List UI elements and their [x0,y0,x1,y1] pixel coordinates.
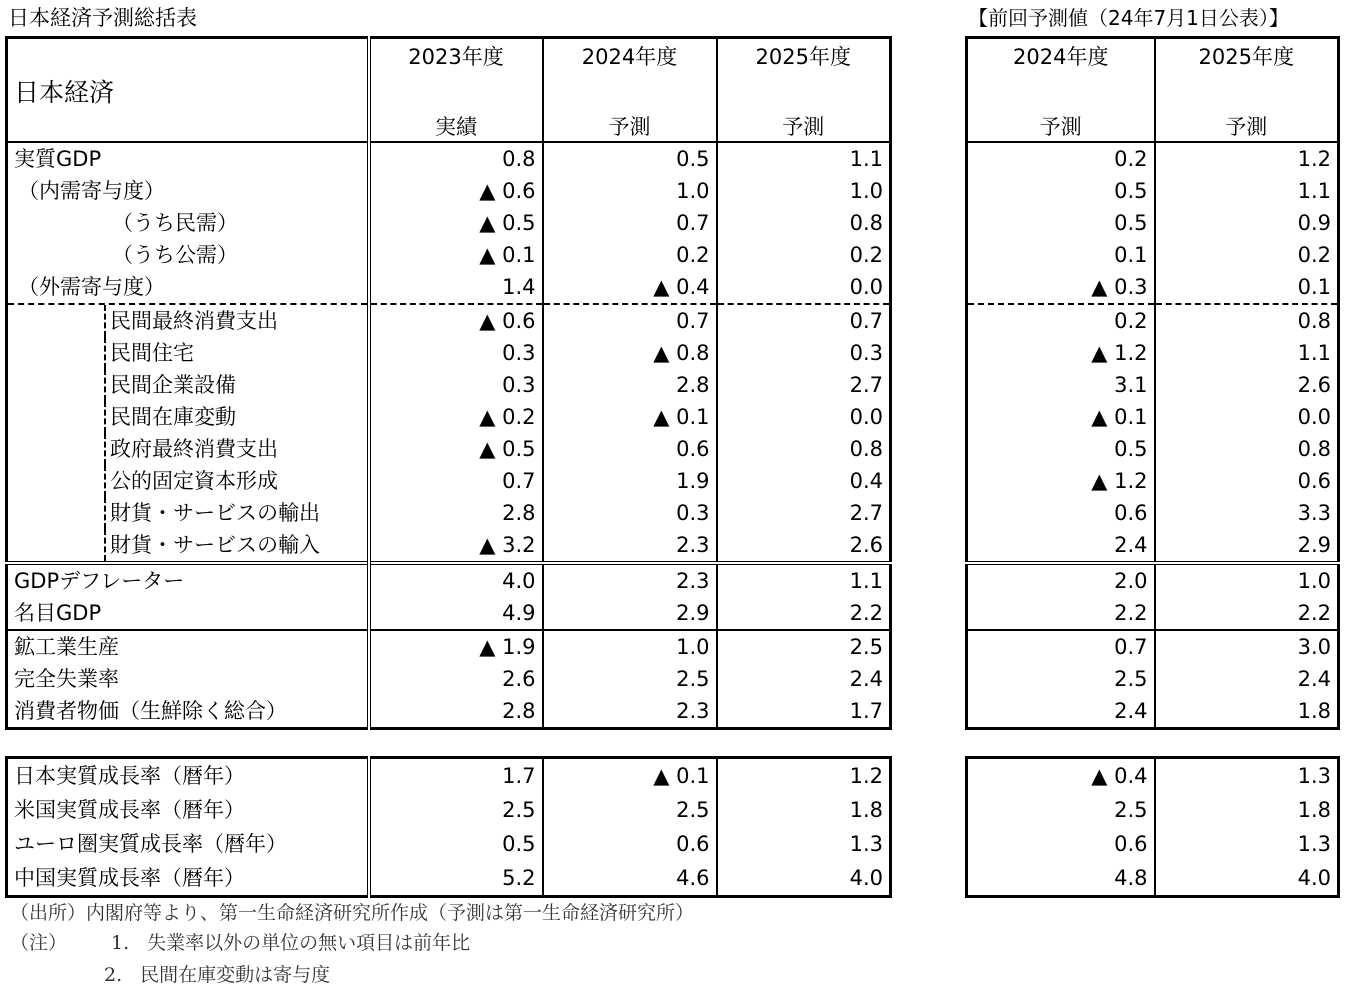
row-label: 名目GDP [14,601,102,625]
value-cell: 2.3 [543,563,717,597]
table-row [7,304,891,337]
table-row [967,304,1339,337]
growth-prev-value-cell: 4.0 [1297,866,1331,890]
table-row [7,175,891,207]
growth-prev-value-cell: 0.6 [967,827,1155,861]
table-row [967,369,1339,401]
value-cell: 2.8 [369,695,543,729]
growth-value-cell: 2.5 [543,793,717,827]
value-cell: 2.6 [369,663,543,695]
value-cell: 2.8 [369,497,543,529]
growth-prev-value-cell: 1.3 [1297,832,1331,856]
prev-value-cell: 0.1 [967,239,1155,271]
growth-value-cell: 1.2 [849,764,883,788]
table-row [7,695,891,729]
row-label: （外需寄与度） [18,275,165,299]
header-kind: 実績 [369,73,543,142]
growth-row [7,827,891,861]
header-year: 2025年度 [755,45,851,69]
value-cell: ▲ 0.1 [543,401,717,433]
value-cell: 1.1 [717,563,891,597]
table-row [967,663,1339,695]
prev-value-cell: 0.5 [967,175,1155,207]
prev-value-cell: 0.6 [1297,469,1331,493]
row-label-cell [7,207,369,239]
table-row [967,337,1339,369]
prev-value-cell: 2.4 [967,695,1155,729]
growth-prev-value-cell: 2.5 [967,793,1155,827]
prev-value-cell: 0.8 [1155,304,1339,337]
header-kind: 予測 [782,115,825,139]
value-cell: 0.3 [543,497,717,529]
growth-label: 日本実質成長率（暦年） [7,758,369,794]
note-1-number: 1. [111,932,130,954]
growth-prev-value-cell: 1.8 [1297,798,1331,822]
row-label: GDPデフレーター [14,569,185,593]
row-label: 財貨・サービスの輸出 [104,497,320,529]
table-row [7,497,891,529]
prev-value-cell: 0.2 [967,304,1155,337]
row-label: 完全失業率 [14,667,119,691]
prev-value-cell: 2.5 [967,663,1155,695]
row-label-cell [7,142,369,175]
row-label-cell [7,271,369,304]
row-label: 民間住宅 [104,337,194,369]
value-cell: ▲ 0.8 [543,337,717,369]
table-row [967,563,1339,597]
forecast-table [5,36,892,730]
row-label-cell [7,401,369,433]
value-cell: 2.4 [849,667,883,691]
row-label-cell [7,369,369,401]
value-cell: 1.9 [543,465,717,497]
growth-value-cell: 0.5 [369,827,543,861]
row-label: （内需寄与度） [18,179,165,203]
prev-value-cell: 0.2 [967,142,1155,175]
note-1-line [10,928,470,955]
row-label-cell [7,563,369,597]
value-cell: 0.8 [369,142,543,175]
value-cell: 0.7 [369,465,543,497]
header-label: 日本経済 [14,78,115,107]
table-row [967,433,1339,465]
value-cell: ▲ 1.9 [369,630,543,663]
header-label-cell [7,38,369,143]
header-year: 2024年度 [543,38,717,74]
source-note: （出所）内閣府等より、第一生命経済研究所作成（予測は第一生命経済研究所） [10,902,695,924]
table-row [967,271,1339,304]
row-label-cell [7,630,369,663]
table-row [967,630,1339,663]
row-label: 公的固定資本形成 [104,465,278,497]
prev-value-cell: 0.5 [967,207,1155,239]
value-cell: 1.0 [543,630,717,663]
table-row [7,563,891,597]
prev-value-cell: 0.8 [1297,437,1331,461]
table-row [7,337,891,369]
prev-value-cell: 0.1 [1297,275,1331,299]
value-cell: 1.0 [849,179,883,203]
prev-value-cell: 2.9 [1297,533,1331,557]
value-cell: 0.5 [543,142,717,175]
value-cell: 0.2 [849,243,883,267]
prev-value-cell: 0.2 [1297,243,1331,267]
header-kind: 予測 [543,73,717,142]
table-row [967,497,1339,529]
table-row [967,401,1339,433]
growth-row [7,861,891,897]
growth-value-cell: ▲ 0.1 [543,758,717,794]
row-label: 民間企業設備 [104,369,236,401]
growth-value-cell: 1.8 [849,798,883,822]
prev-value-cell: 2.6 [1297,373,1331,397]
growth-value-cell: 1.7 [369,758,543,794]
prev-value-cell: 2.4 [1297,667,1331,691]
value-cell: 2.5 [717,630,891,663]
value-cell: 0.2 [543,239,717,271]
table-row [967,142,1339,175]
value-cell: ▲ 0.6 [369,304,543,337]
table-row [7,239,891,271]
prev-header-kind: 予測 [1225,115,1268,139]
growth-prev-table-body [967,758,1339,897]
row-label-cell [7,433,369,465]
table-row [967,695,1339,729]
table-row [967,465,1339,497]
prev-value-cell: 0.7 [967,630,1155,663]
value-cell: 2.7 [849,373,883,397]
row-label: 民間最終消費支出 [104,305,278,337]
value-cell: 0.3 [849,341,883,365]
growth-value-cell: 2.5 [369,793,543,827]
value-cell: ▲ 0.4 [543,271,717,304]
row-label: （うち公需） [112,243,238,267]
previous-forecast-title: 【前回予測値（24年7月1日公表）】 [968,6,1289,30]
row-label: 鉱工業生産 [14,635,119,659]
table-row [7,401,891,433]
value-cell: 0.8 [849,211,883,235]
growth-row [7,793,891,827]
previous-forecast-table [965,36,1340,730]
growth-prev-row [967,827,1339,861]
row-label: 政府最終消費支出 [104,433,278,465]
row-label: （うち民需） [112,211,238,235]
row-label-cell [7,465,369,497]
value-cell: 0.0 [849,275,883,299]
table-row [7,271,891,304]
row-label: 財貨・サービスの輸入 [104,529,320,561]
prev-header-year: 2024年度 [967,38,1155,74]
value-cell: ▲ 0.5 [369,433,543,465]
prev-value-cell: 1.1 [1297,341,1331,365]
growth-prev-table [965,756,1340,898]
value-cell: 0.4 [849,469,883,493]
growth-prev-value-cell: 4.8 [967,861,1155,897]
prev-value-cell: ▲ 1.2 [967,337,1155,369]
prev-value-cell: 1.1 [1297,179,1331,203]
prev-header-year-row [967,38,1339,74]
row-label-cell [7,597,369,630]
value-cell: 2.6 [849,533,883,557]
value-cell: 4.0 [369,563,543,597]
value-cell: 1.4 [369,271,543,304]
growth-label: ユーロ圏実質成長率（暦年） [7,827,369,861]
table-row [7,663,891,695]
value-cell: ▲ 0.1 [369,239,543,271]
value-cell: 0.7 [717,304,891,337]
value-cell: ▲ 0.6 [369,175,543,207]
value-cell: 1.1 [717,142,891,175]
value-cell: 1.7 [849,699,883,723]
table-row [967,175,1339,207]
value-cell: 2.5 [543,663,717,695]
growth-value-cell: 0.6 [543,827,717,861]
row-label-cell [7,239,369,271]
value-cell: ▲ 0.5 [369,207,543,239]
previous-forecast-body [967,142,1339,729]
growth-value-cell: 4.6 [543,861,717,897]
growth-prev-row [967,793,1339,827]
table-row [7,142,891,175]
prev-value-cell: 2.2 [967,597,1155,630]
prev-header-kind-row [967,73,1339,142]
value-cell: 2.7 [849,501,883,525]
growth-prev-value-cell: 1.3 [1297,764,1331,788]
note-1-text: 失業率以外の単位の無い項目は前年比 [147,932,471,954]
row-label-cell [7,304,369,337]
value-cell: 4.9 [369,597,543,630]
value-cell: 0.7 [543,304,717,337]
value-cell: 2.8 [543,369,717,401]
prev-value-cell: 2.0 [967,563,1155,597]
prev-header-kind: 予測 [967,73,1155,142]
prev-value-cell: 2.2 [1297,601,1331,625]
growth-table [5,756,892,898]
growth-prev-value-cell: ▲ 0.4 [967,758,1155,794]
prev-value-cell: 3.3 [1297,501,1331,525]
prev-value-cell: ▲ 0.1 [967,401,1155,433]
row-label: 民間在庫変動 [104,401,236,433]
value-cell: 0.3 [369,369,543,401]
prev-value-cell: ▲ 1.2 [967,465,1155,497]
row-label-cell [7,529,369,563]
table-row [967,239,1339,271]
value-cell: ▲ 0.2 [369,401,543,433]
growth-row [7,758,891,794]
prev-value-cell: 1.8 [1297,699,1331,723]
prev-value-cell: 3.1 [967,369,1155,401]
row-label-cell [7,663,369,695]
table-row [7,597,891,630]
value-cell: 2.3 [543,529,717,563]
document-title: 日本経済予測総括表 [8,6,197,30]
prev-value-cell: 3.0 [1155,630,1339,663]
forecast-table-body [7,142,891,729]
note-2-text: 民間在庫変動は寄与度 [140,964,331,986]
prev-value-cell: 0.0 [1297,405,1331,429]
row-label-cell [7,497,369,529]
prev-header-year: 2025年度 [1198,45,1294,69]
value-cell: ▲ 3.2 [369,529,543,563]
table-row [7,465,891,497]
prev-value-cell: 0.9 [1297,211,1331,235]
table-row [967,597,1339,630]
prev-value-cell: 0.5 [967,433,1155,465]
growth-value-cell: 1.3 [849,832,883,856]
value-cell: 2.3 [543,695,717,729]
value-cell: 0.6 [543,433,717,465]
note-2-number: 2. [104,964,123,986]
header-year-row [7,38,891,74]
prev-value-cell: 0.6 [967,497,1155,529]
value-cell: 0.3 [369,337,543,369]
value-cell: 0.8 [849,437,883,461]
growth-label: 中国実質成長率（暦年） [7,861,369,897]
prev-value-cell: 1.2 [1155,142,1339,175]
table-row [7,529,891,563]
table-row [7,369,891,401]
growth-value-cell: 5.2 [369,861,543,897]
prev-value-cell: 1.0 [1155,563,1339,597]
header-year: 2023年度 [369,38,543,74]
value-cell: 2.9 [543,597,717,630]
prev-value-cell: 2.4 [967,529,1155,563]
note-2-line [104,960,330,987]
row-label-cell [7,337,369,369]
value-cell: 0.0 [849,405,883,429]
value-cell: 2.2 [849,601,883,625]
note-prefix: （注） [10,932,68,954]
value-cell: 1.0 [543,175,717,207]
prev-value-cell: ▲ 0.3 [967,271,1155,304]
growth-label: 米国実質成長率（暦年） [7,793,369,827]
table-row [967,207,1339,239]
row-label-cell [7,695,369,729]
row-label: 消費者物価（生鮮除く総合） [14,699,287,723]
growth-prev-row [967,758,1339,794]
row-label-cell [7,175,369,207]
row-label: 実質GDP [14,147,102,171]
table-row [7,207,891,239]
growth-table-body [7,758,891,897]
growth-value-cell: 4.0 [849,866,883,890]
table-row [7,630,891,663]
table-row [7,433,891,465]
value-cell: 0.7 [543,207,717,239]
table-row [967,529,1339,563]
growth-prev-row [967,861,1339,897]
